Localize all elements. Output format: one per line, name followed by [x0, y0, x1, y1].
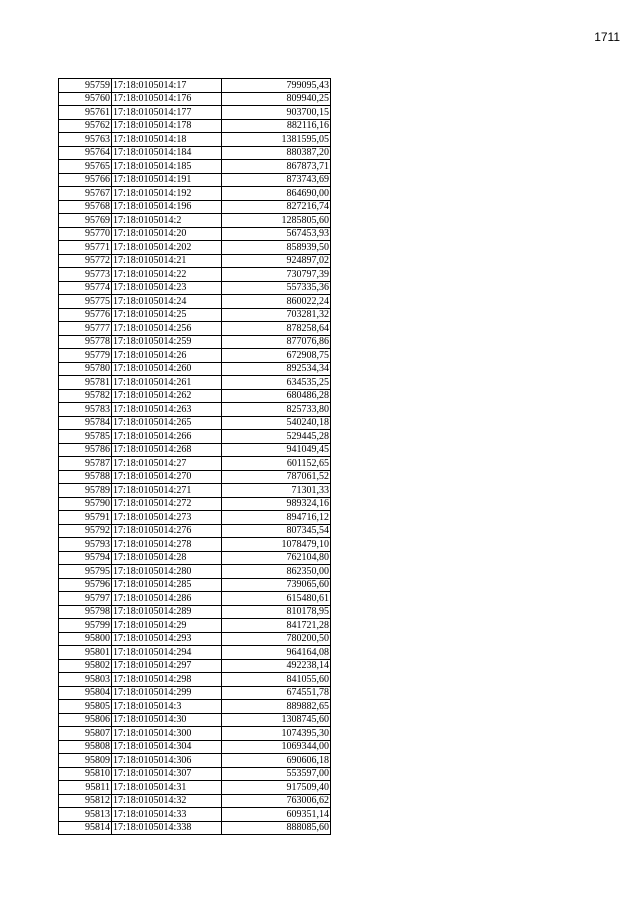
row-number-cell: 95800 — [59, 632, 112, 646]
table-row — [59, 659, 331, 673]
row-number-cell: 95776 — [59, 308, 112, 322]
table-row — [59, 200, 331, 214]
cadastral-number-cell: 17:18:0105014:28 — [112, 551, 222, 565]
row-number-cell: 95765 — [59, 160, 112, 174]
cadastral-number-cell: 17:18:0105014:338 — [112, 821, 222, 835]
cadastral-number-cell: 17:18:0105014:23 — [112, 281, 222, 295]
cadastral-number-cell: 17:18:0105014:273 — [112, 511, 222, 525]
table-row — [59, 497, 331, 511]
table-row — [59, 686, 331, 700]
cadastral-value-cell: 540240,18 — [222, 416, 331, 430]
cadastral-number-cell: 17:18:0105014:299 — [112, 686, 222, 700]
cadastral-number-cell: 17:18:0105014:18 — [112, 133, 222, 147]
table-row — [59, 605, 331, 619]
row-number-cell: 95773 — [59, 268, 112, 282]
cadastral-value-cell: 964164,08 — [222, 646, 331, 660]
table-row — [59, 578, 331, 592]
cadastral-value-cell: 690606,18 — [222, 754, 331, 768]
cadastral-value-cell: 529445,28 — [222, 430, 331, 444]
table-row — [59, 79, 331, 93]
cadastral-number-cell: 17:18:0105014:276 — [112, 524, 222, 538]
row-number-cell: 95790 — [59, 497, 112, 511]
table-row — [59, 700, 331, 714]
cadastral-number-cell: 17:18:0105014:24 — [112, 295, 222, 309]
cadastral-value-cell: 889882,65 — [222, 700, 331, 714]
cadastral-number-cell: 17:18:0105014:27 — [112, 457, 222, 471]
cadastral-number-cell: 17:18:0105014:261 — [112, 376, 222, 390]
cadastral-value-cell: 763006,62 — [222, 794, 331, 808]
cadastral-value-cell: 810178,95 — [222, 605, 331, 619]
cadastral-value-cell: 615480,61 — [222, 592, 331, 606]
row-number-cell: 95781 — [59, 376, 112, 390]
table-row — [59, 443, 331, 457]
cadastral-value-cell: 924897,02 — [222, 254, 331, 268]
row-number-cell: 95770 — [59, 227, 112, 241]
cadastral-value-cell: 1074395,30 — [222, 727, 331, 741]
cadastral-value-cell: 825733,80 — [222, 403, 331, 417]
row-number-cell: 95768 — [59, 200, 112, 214]
cadastral-value-cell: 1069344,00 — [222, 740, 331, 754]
cadastral-number-cell: 17:18:0105014:271 — [112, 484, 222, 498]
row-number-cell: 95805 — [59, 700, 112, 714]
row-number-cell: 95807 — [59, 727, 112, 741]
cadastral-value-cell: 858939,50 — [222, 241, 331, 255]
cadastral-number-cell: 17:18:0105014:21 — [112, 254, 222, 268]
cadastral-number-cell: 17:18:0105014:30 — [112, 713, 222, 727]
cadastral-number-cell: 17:18:0105014:191 — [112, 173, 222, 187]
row-number-cell: 95791 — [59, 511, 112, 525]
table-row — [59, 457, 331, 471]
cadastral-number-cell: 17:18:0105014:29 — [112, 619, 222, 633]
table-row — [59, 335, 331, 349]
row-number-cell: 95788 — [59, 470, 112, 484]
cadastral-value-cell: 867873,71 — [222, 160, 331, 174]
cadastral-value-cell: 878258,64 — [222, 322, 331, 336]
table-row — [59, 92, 331, 106]
cadastral-number-cell: 17:18:0105014:185 — [112, 160, 222, 174]
table-row — [59, 740, 331, 754]
cadastral-value-cell: 917509,40 — [222, 781, 331, 795]
cadastral-value-cell: 894716,12 — [222, 511, 331, 525]
cadastral-number-cell: 17:18:0105014:177 — [112, 106, 222, 120]
table-row — [59, 592, 331, 606]
table-row — [59, 227, 331, 241]
table-row — [59, 308, 331, 322]
table-row — [59, 430, 331, 444]
table-row — [59, 821, 331, 835]
cadastral-number-cell: 17:18:0105014:25 — [112, 308, 222, 322]
cadastral-number-cell: 17:18:0105014:256 — [112, 322, 222, 336]
cadastral-number-cell: 17:18:0105014:297 — [112, 659, 222, 673]
cadastral-value-cell: 882116,16 — [222, 119, 331, 133]
table-row — [59, 713, 331, 727]
cadastral-number-cell: 17:18:0105014:298 — [112, 673, 222, 687]
cadastral-number-cell: 17:18:0105014:263 — [112, 403, 222, 417]
table-row — [59, 538, 331, 552]
cadastral-value-cell: 799095,43 — [222, 79, 331, 93]
table-row — [59, 403, 331, 417]
cadastral-value-cell: 1381595,05 — [222, 133, 331, 147]
cadastral-value-cell: 1078479,10 — [222, 538, 331, 552]
cadastral-value-cell: 672908,75 — [222, 349, 331, 363]
cadastral-number-cell: 17:18:0105014:31 — [112, 781, 222, 795]
cadastral-number-cell: 17:18:0105014:260 — [112, 362, 222, 376]
table-row — [59, 281, 331, 295]
row-number-cell: 95801 — [59, 646, 112, 660]
cadastral-number-cell: 17:18:0105014:300 — [112, 727, 222, 741]
row-number-cell: 95809 — [59, 754, 112, 768]
row-number-cell: 95772 — [59, 254, 112, 268]
cadastral-value-cell: 71301,33 — [222, 484, 331, 498]
cadastral-number-cell: 17:18:0105014:3 — [112, 700, 222, 714]
row-number-cell: 95766 — [59, 173, 112, 187]
row-number-cell: 95812 — [59, 794, 112, 808]
cadastral-number-cell: 17:18:0105014:293 — [112, 632, 222, 646]
row-number-cell: 95797 — [59, 592, 112, 606]
cadastral-number-cell: 17:18:0105014:280 — [112, 565, 222, 579]
row-number-cell: 95763 — [59, 133, 112, 147]
row-number-cell: 95786 — [59, 443, 112, 457]
table-row — [59, 632, 331, 646]
row-number-cell: 95784 — [59, 416, 112, 430]
row-number-cell: 95808 — [59, 740, 112, 754]
cadastral-number-cell: 17:18:0105014:184 — [112, 146, 222, 160]
row-number-cell: 95777 — [59, 322, 112, 336]
cadastral-value-cell: 880387,20 — [222, 146, 331, 160]
cadastral-number-cell: 17:18:0105014:286 — [112, 592, 222, 606]
cadastral-value-cell: 809940,25 — [222, 92, 331, 106]
row-number-cell: 95785 — [59, 430, 112, 444]
cadastral-value-cell: 557335,36 — [222, 281, 331, 295]
table-row — [59, 214, 331, 228]
cadastral-value-cell: 807345,54 — [222, 524, 331, 538]
table-row — [59, 511, 331, 525]
cadastral-number-cell: 17:18:0105014:266 — [112, 430, 222, 444]
table-row — [59, 119, 331, 133]
table-row — [59, 565, 331, 579]
row-number-cell: 95799 — [59, 619, 112, 633]
row-number-cell: 95814 — [59, 821, 112, 835]
cadastral-value-cell: 703281,32 — [222, 308, 331, 322]
cadastral-number-cell: 17:18:0105014:32 — [112, 794, 222, 808]
cadastral-value-cell: 780200,50 — [222, 632, 331, 646]
row-number-cell: 95792 — [59, 524, 112, 538]
table-row — [59, 349, 331, 363]
table-row — [59, 808, 331, 822]
cadastral-number-cell: 17:18:0105014:265 — [112, 416, 222, 430]
table-row — [59, 106, 331, 120]
row-number-cell: 95761 — [59, 106, 112, 120]
table-row — [59, 524, 331, 538]
row-number-cell: 95802 — [59, 659, 112, 673]
cadastral-number-cell: 17:18:0105014:294 — [112, 646, 222, 660]
row-number-cell: 95810 — [59, 767, 112, 781]
cadastral-value-cell: 787061,52 — [222, 470, 331, 484]
cadastral-value-cell: 1285805,60 — [222, 214, 331, 228]
cadastral-number-cell: 17:18:0105014:26 — [112, 349, 222, 363]
cadastral-value-cell: 888085,60 — [222, 821, 331, 835]
cadastral-value-cell: 864690,00 — [222, 187, 331, 201]
cadastral-number-cell: 17:18:0105014:272 — [112, 497, 222, 511]
row-number-cell: 95762 — [59, 119, 112, 133]
row-number-cell: 95789 — [59, 484, 112, 498]
row-number-cell: 95787 — [59, 457, 112, 471]
table-row — [59, 254, 331, 268]
row-number-cell: 95760 — [59, 92, 112, 106]
cadastral-value-cell: 739065,60 — [222, 578, 331, 592]
table-row — [59, 376, 331, 390]
row-number-cell: 95759 — [59, 79, 112, 93]
cadastral-number-cell: 17:18:0105014:192 — [112, 187, 222, 201]
cadastral-value-cell: 553597,00 — [222, 767, 331, 781]
cadastral-number-cell: 17:18:0105014:268 — [112, 443, 222, 457]
table-row — [59, 551, 331, 565]
row-number-cell: 95794 — [59, 551, 112, 565]
cadastral-number-cell: 17:18:0105014:278 — [112, 538, 222, 552]
table-row — [59, 241, 331, 255]
table-row — [59, 268, 331, 282]
table-row — [59, 794, 331, 808]
cadastral-number-cell: 17:18:0105014:196 — [112, 200, 222, 214]
table-row — [59, 187, 331, 201]
cadastral-value-cell: 601152,65 — [222, 457, 331, 471]
table-row — [59, 781, 331, 795]
table-row — [59, 133, 331, 147]
table-row — [59, 295, 331, 309]
cadastral-number-cell: 17:18:0105014:178 — [112, 119, 222, 133]
row-number-cell: 95780 — [59, 362, 112, 376]
cadastral-value-cell: 877076,86 — [222, 335, 331, 349]
page-number: 1711 — [594, 30, 620, 44]
row-number-cell: 95813 — [59, 808, 112, 822]
cadastral-value-cell: 609351,14 — [222, 808, 331, 822]
cadastral-value-cell: 892534,34 — [222, 362, 331, 376]
table-row — [59, 727, 331, 741]
cadastral-value-cell: 674551,78 — [222, 686, 331, 700]
row-number-cell: 95798 — [59, 605, 112, 619]
row-number-cell: 95804 — [59, 686, 112, 700]
cadastral-number-cell: 17:18:0105014:285 — [112, 578, 222, 592]
cadastral-number-cell: 17:18:0105014:306 — [112, 754, 222, 768]
cadastral-value-cell: 730797,39 — [222, 268, 331, 282]
cadastral-number-cell: 17:18:0105014:176 — [112, 92, 222, 106]
table-row — [59, 173, 331, 187]
row-number-cell: 95782 — [59, 389, 112, 403]
row-number-cell: 95779 — [59, 349, 112, 363]
cadastral-value-cell: 841055,60 — [222, 673, 331, 687]
cadastral-number-cell: 17:18:0105014:304 — [112, 740, 222, 754]
table-row — [59, 322, 331, 336]
table-row — [59, 146, 331, 160]
cadastral-number-cell: 17:18:0105014:259 — [112, 335, 222, 349]
table-row — [59, 160, 331, 174]
cadastral-value-cell: 989324,16 — [222, 497, 331, 511]
table-row — [59, 754, 331, 768]
row-number-cell: 95811 — [59, 781, 112, 795]
cadastral-value-cell: 762104,80 — [222, 551, 331, 565]
table-row — [59, 362, 331, 376]
table-row — [59, 619, 331, 633]
row-number-cell: 95806 — [59, 713, 112, 727]
cadastral-value-cell: 903700,15 — [222, 106, 331, 120]
cadastral-number-cell: 17:18:0105014:307 — [112, 767, 222, 781]
cadastral-number-cell: 17:18:0105014:262 — [112, 389, 222, 403]
cadastral-number-cell: 17:18:0105014:17 — [112, 79, 222, 93]
cadastral-value-cell: 634535,25 — [222, 376, 331, 390]
table-row — [59, 673, 331, 687]
row-number-cell: 95795 — [59, 565, 112, 579]
table-row — [59, 470, 331, 484]
cadastral-value-cell: 860022,24 — [222, 295, 331, 309]
table-row — [59, 389, 331, 403]
cadastral-number-cell: 17:18:0105014:22 — [112, 268, 222, 282]
cadastral-value-cell: 862350,00 — [222, 565, 331, 579]
row-number-cell: 95764 — [59, 146, 112, 160]
cadastral-number-cell: 17:18:0105014:20 — [112, 227, 222, 241]
row-number-cell: 95774 — [59, 281, 112, 295]
cadastral-value-cell: 1308745,60 — [222, 713, 331, 727]
row-number-cell: 95783 — [59, 403, 112, 417]
row-number-cell: 95767 — [59, 187, 112, 201]
table-row — [59, 767, 331, 781]
cadastral-value-cell: 873743,69 — [222, 173, 331, 187]
cadastral-value-cell: 567453,93 — [222, 227, 331, 241]
row-number-cell: 95796 — [59, 578, 112, 592]
cadastral-number-cell: 17:18:0105014:270 — [112, 470, 222, 484]
cadastral-value-cell: 680486,28 — [222, 389, 331, 403]
table-row — [59, 646, 331, 660]
cadastral-value-cell: 492238,14 — [222, 659, 331, 673]
row-number-cell: 95803 — [59, 673, 112, 687]
cadastral-number-cell: 17:18:0105014:289 — [112, 605, 222, 619]
registry-table — [58, 78, 331, 835]
cadastral-value-cell: 941049,45 — [222, 443, 331, 457]
cadastral-value-cell: 841721,28 — [222, 619, 331, 633]
table-row — [59, 484, 331, 498]
row-number-cell: 95793 — [59, 538, 112, 552]
cadastral-number-cell: 17:18:0105014:33 — [112, 808, 222, 822]
cadastral-value-cell: 827216,74 — [222, 200, 331, 214]
cadastral-number-cell: 17:18:0105014:202 — [112, 241, 222, 255]
row-number-cell: 95778 — [59, 335, 112, 349]
cadastral-number-cell: 17:18:0105014:2 — [112, 214, 222, 228]
table-row — [59, 416, 331, 430]
row-number-cell: 95769 — [59, 214, 112, 228]
registry-table-body — [59, 79, 331, 835]
row-number-cell: 95775 — [59, 295, 112, 309]
row-number-cell: 95771 — [59, 241, 112, 255]
